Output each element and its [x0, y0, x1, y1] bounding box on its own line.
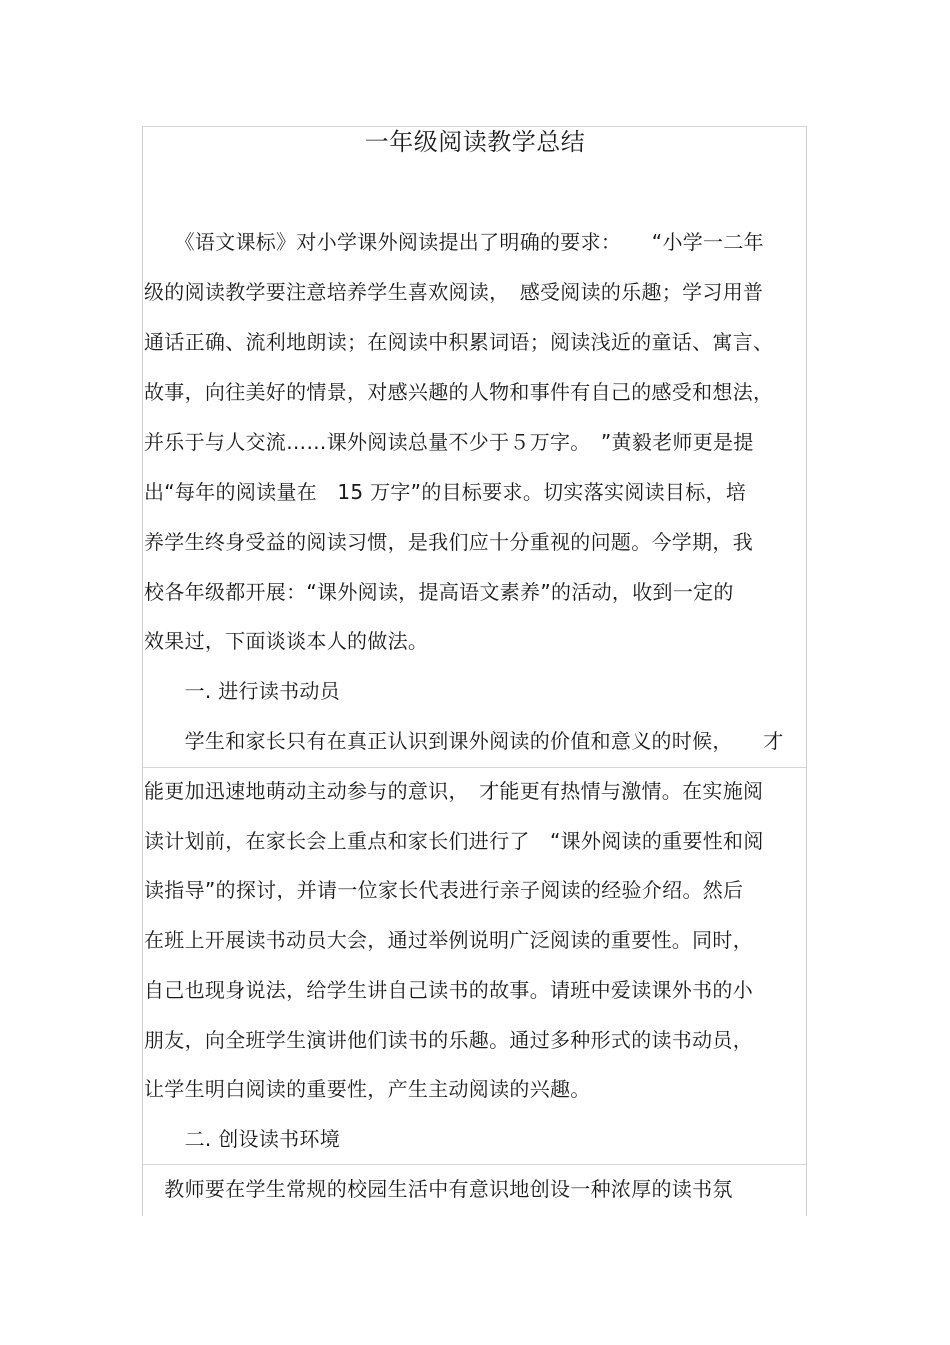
body-line: 能更加迅速地萌动主动参与的意识， 才能更有热情与激情。在实施阅	[144, 779, 764, 803]
page-border-left	[142, 126, 143, 1216]
body-line: 故事，向往美好的情景，对感兴趣的人物和事件有自己的感受和想法，	[144, 380, 774, 404]
body-line: 校各年级都开展：“课外阅读，提高语文素养”的活动，收到一定的	[144, 580, 734, 604]
page-title: 一年级阅读教学总结	[364, 128, 586, 156]
body-line: 朋友，向全班学生演讲他们读书的乐趣。通过多种形式的读书动员，	[144, 1028, 753, 1052]
body-line: 让学生明白阅读的重要性，产生主动阅读的兴趣。	[144, 1077, 591, 1101]
body-line: 自己也现身说法，给学生讲自己读书的故事。请班中爱读课外书的小	[144, 978, 753, 1002]
body-line: 《语文课标》对小学课外阅读提出了明确的要求： “小学一二年	[144, 230, 764, 254]
divider-line	[142, 767, 807, 768]
body-line: 养学生终身受益的阅读习惯，是我们应十分重视的问题。今学期，我	[144, 530, 753, 554]
page-border-right	[806, 126, 807, 1216]
body-line: 读指导”的探讨，并请一位家长代表进行亲子阅读的经验介绍。然后	[144, 878, 744, 902]
body-line: 在班上开展读书动员大会，通过举例说明广泛阅读的重要性。同时，	[144, 928, 753, 952]
divider-line	[142, 1164, 807, 1165]
section-heading: 一. 进行读书动员	[144, 679, 341, 703]
body-line: 并乐于与人交流……课外阅读总量不少于５万字。 ”黄毅老师更是提	[144, 430, 754, 454]
body-line: 学生和家长只有在真正认识到课外阅读的价值和意义的时候， 才	[144, 729, 784, 753]
body-line: 级的阅读教学要注意培养学生喜欢阅读， 感受阅读的乐趣；学习用普	[144, 280, 764, 304]
body-line: 读计划前，在家长会上重点和家长们进行了 “课外阅读的重要性和阅	[144, 829, 764, 853]
body-line: 效果过，下面谈谈本人的做法。	[144, 629, 429, 653]
body-line: 出“每年的阅读量在 15 万字”的目标要求。切实落实阅读目标，培	[144, 480, 747, 504]
section-heading: 二. 创设读书环境	[144, 1127, 341, 1151]
body-line: 通话正确、流利地朗读；在阅读中积累词语；阅读浅近的童话、寓言、	[144, 330, 774, 354]
body-line: 教师要在学生常规的校园生活中有意识地创设一种浓厚的读书氛	[144, 1177, 733, 1201]
